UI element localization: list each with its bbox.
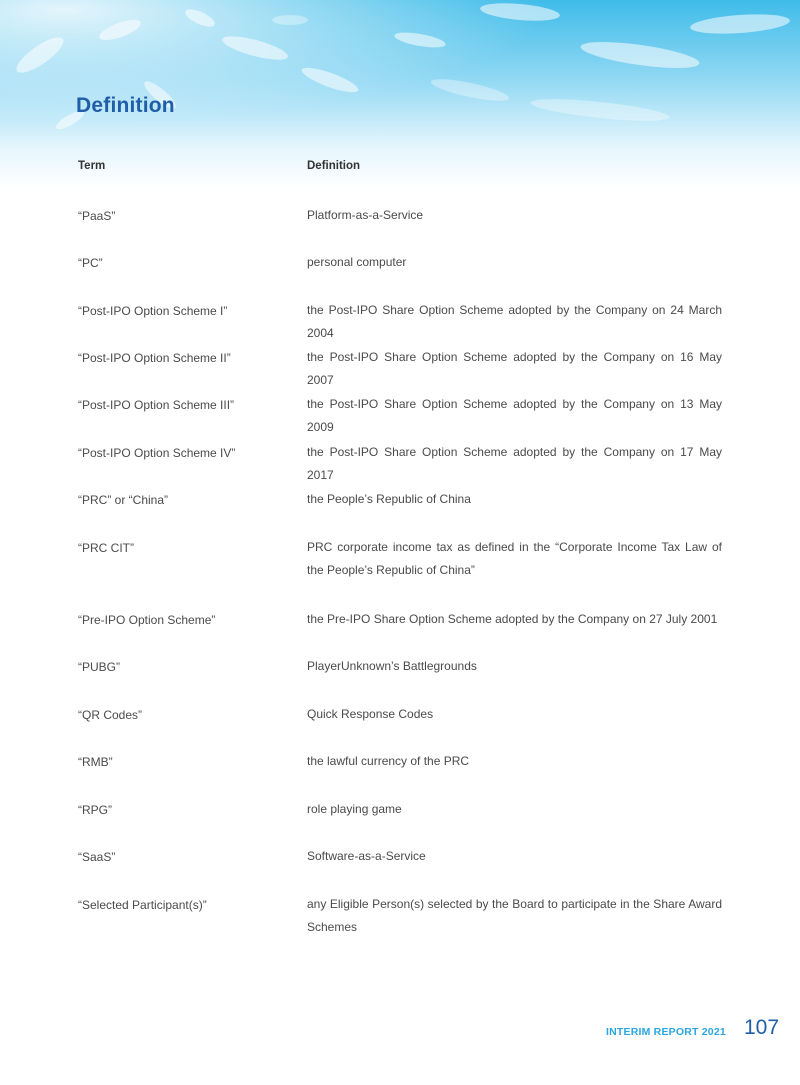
term-text: “SaaS” xyxy=(78,850,116,864)
term-text: “Selected Participant(s)” xyxy=(78,898,207,912)
term-text: “Post-IPO Option Scheme IV” xyxy=(78,446,236,460)
term-text: “PUBG” xyxy=(78,660,120,674)
definition-text: Platform-as-a-Service xyxy=(307,208,424,222)
definition-text: the People’s Republic of China xyxy=(307,492,471,506)
term-text: “RMB” xyxy=(78,755,113,769)
term-text: “Pre-IPO Option Scheme” xyxy=(78,613,216,627)
term-text: “PaaS” xyxy=(78,209,116,223)
definition-text: Quick Response Codes xyxy=(307,707,434,721)
definition-text: the Pre-IPO Share Option Scheme adopted by the Company on 27 July 2001 xyxy=(307,612,718,626)
column-header-definition: Definition xyxy=(307,160,361,172)
page-number: 107 xyxy=(744,1016,780,1039)
definition-text: personal computer xyxy=(307,255,407,269)
term-text: “Post-IPO Option Scheme I” xyxy=(78,304,228,318)
definition-text: the Post-IPO Share Option Scheme adopted by the Company on 13 May 2009 xyxy=(307,397,722,434)
term-text: “Post-IPO Option Scheme III” xyxy=(78,398,235,412)
term-text: “Post-IPO Option Scheme II” xyxy=(78,351,231,365)
definition-text: role playing game xyxy=(307,802,402,816)
definition-text: PlayerUnknown’s Battlegrounds xyxy=(307,659,477,673)
term-text: “QR Codes” xyxy=(78,708,143,722)
definition-text: the lawful currency of the PRC xyxy=(307,754,470,768)
definition-text: Software-as-a-Service xyxy=(307,849,426,863)
term-text: “PRC” or “China” xyxy=(78,493,169,507)
definition-text: PRC corporate income tax as defined in the “Corporate Income Tax Law of the People’s Republic of China” xyxy=(307,540,722,577)
definition-text: any Eligible Person(s) selected by the Board to participate in the Share Award Schemes xyxy=(307,897,722,934)
page-title: Definition xyxy=(76,94,175,117)
report-label: INTERIM REPORT 2021 xyxy=(606,1026,726,1038)
term-text: “RPG” xyxy=(78,803,112,817)
column-header-term: Term xyxy=(78,160,106,172)
definition-text: the Post-IPO Share Option Scheme adopted by the Company on 24 March 2004 xyxy=(307,303,722,340)
term-text: “PC” xyxy=(78,256,103,270)
term-text: “PRC CIT” xyxy=(78,541,134,555)
definition-text: the Post-IPO Share Option Scheme adopted by the Company on 16 May 2007 xyxy=(307,350,722,387)
definition-text: the Post-IPO Share Option Scheme adopted by the Company on 17 May 2017 xyxy=(307,445,722,482)
